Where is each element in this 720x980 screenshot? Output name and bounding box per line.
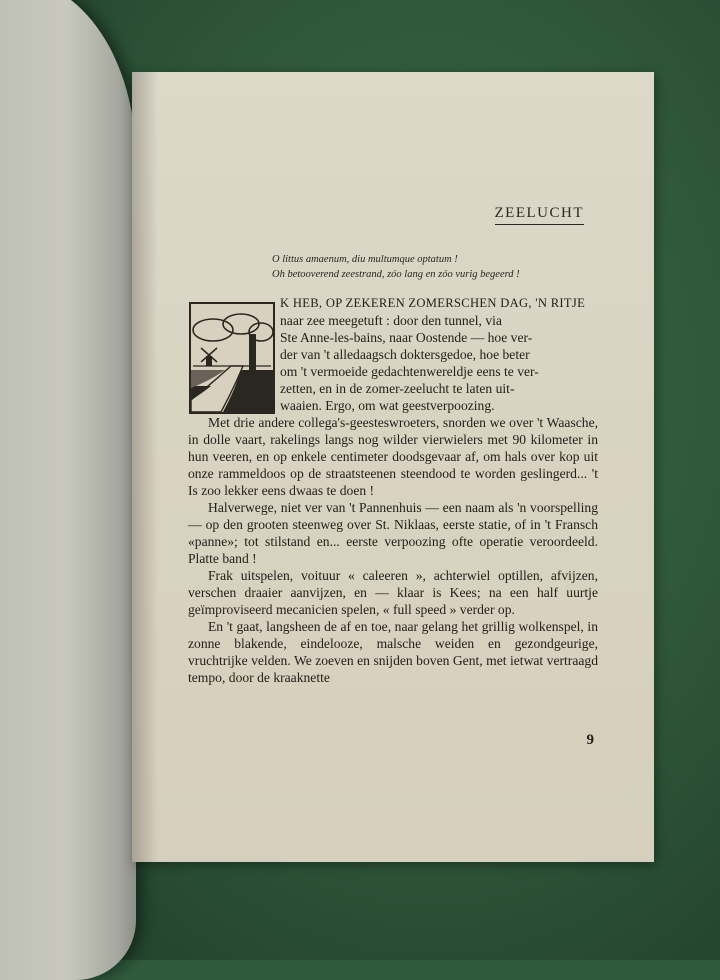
- opening-line: Ste Anne-les-bains, naar Oostende — hoe ver-: [280, 330, 533, 345]
- book-page: [132, 72, 654, 862]
- paragraph: En 't gaat, langsheen de af en toe, naar gelang het grillig wolkenspel, in zonne blakende, eindelooze, malsche weiden en gezondgeurige, vruchtrijke velden. We zoeven en snijden boven Gent, met ietwat vertraagd tempo, door de kraaknette: [188, 619, 598, 685]
- paragraph: Halverwege, niet ver van 't Pannenhuis — een naam als 'n voorspelling — op den grooten steenweg over St. Niklaas, eerste statie, of in 't Fransch «panne»; tot stilstand en... eerste verpoozing ofte operatie veroordeeld. Platte band !: [188, 500, 598, 566]
- opening-line: zetten, en in de zomer-zeelucht te laten uit-: [280, 381, 515, 396]
- paragraph: Met drie andere collega's-geesteswroeters, snorden we over 't Waasche, in dolle vaart, rakelings langs nog wilder vierwielers met 90 kilometer in hun veeren, en op enkele centimeter doodsgevaar af, om hals over kop uit onze rammeldoos op de straatsteenen steendood te worden geslingerd... 't Is zoo lekker eens dwaas te doen !: [188, 415, 598, 498]
- paragraph: Frak uitspelen, voituur « caleeren », achterwiel optillen, afvijzen, verschen draaier aanvijzen, en — klaar is Kees; na een half uurtje geïmproviseerd mecanicien spelen, « full speed » verder op.: [188, 568, 598, 617]
- left-page-edge: [0, 0, 136, 980]
- page-number: 9: [586, 732, 594, 748]
- opening-line: om 't vermoeide gedachtenwereldje eens te ver-: [280, 364, 539, 379]
- epigraph-latin: O littus amaenum, diu multumque optatum !: [272, 254, 458, 265]
- opening-line: naar zee meegetuft : door den tunnel, via: [280, 313, 502, 328]
- body-text: [188, 295, 598, 686]
- opening-line: der van 't alledaagsch doktersgedoe, hoe beter: [280, 347, 530, 362]
- opening-line: K HEB, OP ZEKEREN ZOMERSCHEN DAG, 'N RITJE: [280, 296, 586, 310]
- epigraph-dutch: Oh betooverend zeestrand, zóo lang en zóo vurig begeerd !: [272, 269, 520, 280]
- opening-line: waaien. Ergo, om wat geestverpoozing.: [280, 398, 495, 413]
- running-title: ZEELUCHT: [495, 205, 584, 225]
- epigraph: [272, 252, 582, 282]
